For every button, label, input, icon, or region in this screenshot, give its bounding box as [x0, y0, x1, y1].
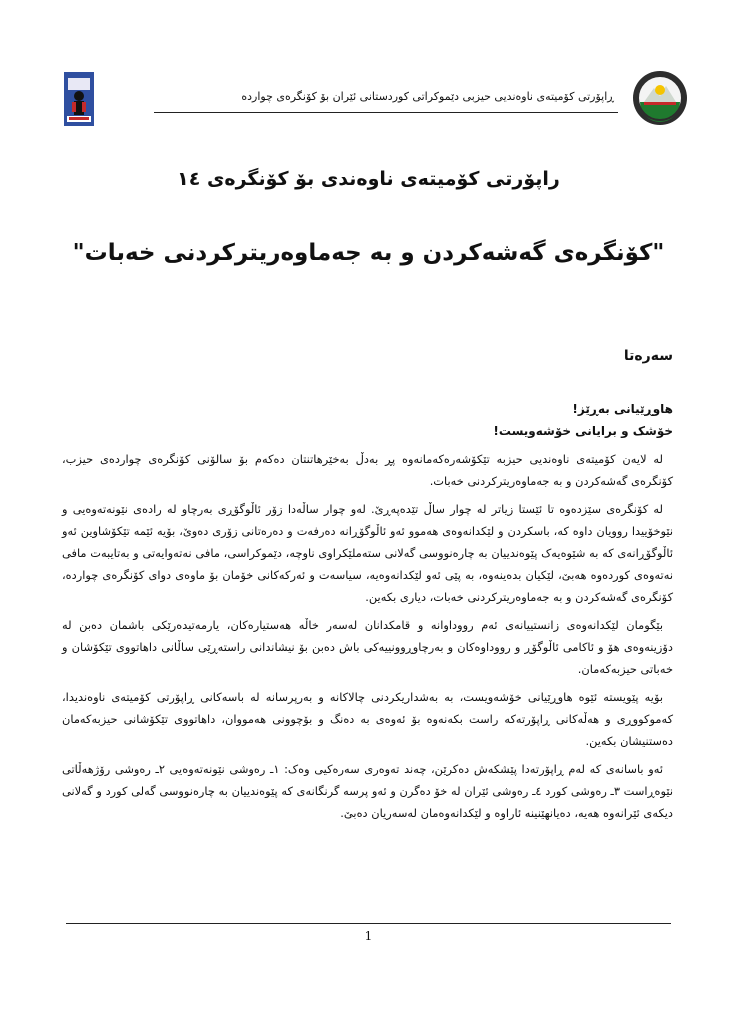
page-number: 1 [364, 929, 373, 943]
paragraph: بێگومان لێکدانەوەی زانستییانەی ئەم رووداوانە و قامکدانان لەسەر خاڵە هەستیارەکان، یارمەتیدەرێکی باشمان دەبن لە دۆزینەوەی هۆ و ئاکامی ئاڵوگۆڕ و رووداوەکان و بەرچاوڕوونییەکی باش دەبن بۆ نیشاندانی راستەڕێی ساڵانی داهاتووی تێکۆشان و خەباتی حیزبەکەمان. [62, 618, 673, 676]
section-heading: سەرەتا [623, 348, 673, 364]
page-header [58, 68, 688, 128]
paragraph: لە کۆنگرەی سێزدەوە تا ئێستا زیاتر لە چوار ساڵ تێدەپەڕێ. لەو چوار ساڵەدا زۆر ئاڵوگۆڕی بەرچاو لە رادەی نێونەتەوەیی و نێوخۆییدا روویان داوە کە، باسکردن و لێکدانەوەی هەموو ئەو ئاڵوگۆڕانە دەرفەت و دەرەتانی زۆری دەوێ، بۆیە ئێمە تێکۆشاوین ئەو ئاڵوگۆڕانەی کە بە شێوەیەک پێوەندییان بە چارەنووسی گەلانی ستەملێکراوی ناوچە، دێموکراسی، مافی نەتەوایەتی و بەتایبەت مافی نەتەوەی کوردەوە هەبێ، لێکیان بدەینەوە، بە پێی ئەو لێکدانەوەیە، سیاسەت و ئەرکەکانی خۆمان بۆ ماوەی دوای کۆنگرەی چواردە، کۆنگرەی گەشەکردن و بە جەماوەریترکردنی خەبات، دیاری بکەین. [62, 502, 673, 604]
footer-divider [66, 923, 671, 924]
document-body [62, 398, 673, 824]
greeting-line: هاوڕێیانی بەڕێز! [572, 402, 673, 416]
paragraph: لە لایەن کۆمیتەی ناوەندیی حیزبە تێکۆشەرەکەمانەوە پڕ بەدڵ بەخێرهاتنتان دەکەم بۆ سالۆنی کۆنگرەی چواردەی حیزب، کۆنگرەی گەشەکردن و بە جەماوەریترکردنی خەبات. [62, 452, 673, 488]
greeting-line: خۆشک و برایانی خۆشەویست! [493, 424, 673, 438]
paragraph: ئەو باسانەی کە لەم ڕاپۆرتەدا پێشکەش دەکرێن، چەند تەوەری سەرەکیی وەک: ١ـ رەوشی نێونەتەوەیی ٢ـ رەوشی رۆژهەڵاتی نێوەڕاست ٣ـ رەوشی کورد ٤ـ رەوشی ئێران لە خۆ دەگرن و ئەو پرسە گرنگانەی کە پێوەندییان بە چارەنووسی گەلی کورد و گەلانی دیکەی ئێرانەوە هەیە، دەیانهێنینە ئاراوە و لێکدانەوەمان لەسەریان دەبێ. [62, 762, 673, 820]
header-divider [154, 112, 618, 113]
congress-emblem-icon [632, 70, 688, 126]
party-emblem-icon [64, 72, 94, 126]
congress-slogan: "کۆنگرەی گەشەکردن و بە جەماوەریترکردنی خەبات" [72, 240, 665, 266]
header-text: ڕاپۆرتی کۆمیتەی ناوەندیی حیزبی دێموکراتی کوردستانی ئێران بۆ کۆنگرەی چواردە [241, 90, 614, 103]
paragraph: بۆیە پێویستە ئێوە هاوڕێیانی خۆشەویست، بە بەشداریکردنی چالاکانە و بەرپرسانە لە باسەکانی ڕاپۆرتی کۆمیتەی ناوەندیدا، کەموکووڕی و هەڵەکانی ڕاپۆرتەکە راست بکەنەوە بۆ ئەوەی بە دەنگ و بۆچوونی هەمووان، داهاتووی تێکۆشانی حیزبەکەمان دەستنیشان بکەین. [62, 690, 673, 748]
report-title: راپۆرتی کۆمیتەی ناوەندی بۆ کۆنگرەی ١٤ [177, 168, 560, 190]
